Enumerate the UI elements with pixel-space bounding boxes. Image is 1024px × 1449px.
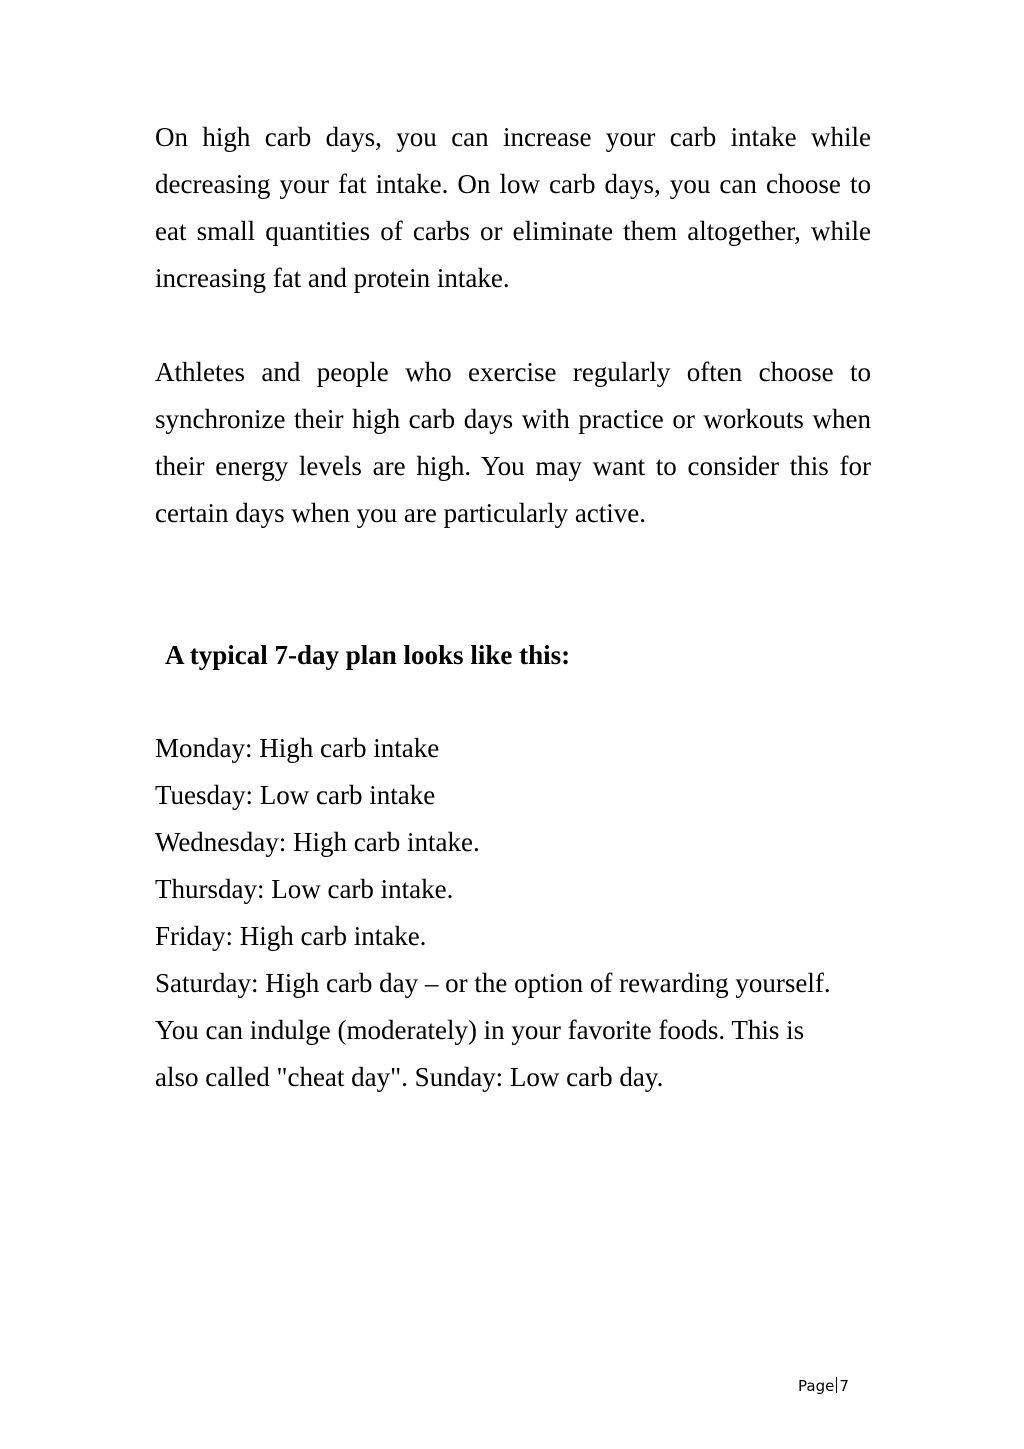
- page-number: 7: [839, 1377, 849, 1395]
- page-footer: [798, 1376, 849, 1396]
- plan-item-thursday: Thursday: Low carb intake.: [155, 874, 454, 904]
- weekly-plan-list: [155, 725, 845, 1101]
- plan-item-saturday-sunday: Saturday: High carb day – or the option of rewarding yourself. You can indulge (moderately) in your favorite foods. This is also called "cheat day". Sunday: Low carb day.: [155, 968, 831, 1092]
- page-separator: [836, 1377, 837, 1393]
- plan-item-tuesday: Tuesday: Low carb intake: [155, 780, 436, 810]
- plan-item-friday: Friday: High carb intake.: [155, 921, 427, 951]
- paragraph-athletes: Athletes and people who exercise regularly often choose to synchronize their high carb days with practice or workouts when their energy levels are high. You may want to consider this for certain days when you are particularly active.: [155, 357, 871, 528]
- plan-item-wednesday: Wednesday: High carb intake.: [155, 827, 480, 857]
- page-label: Page: [798, 1377, 835, 1395]
- plan-item-monday: Monday: High carb intake: [155, 733, 440, 763]
- plan-heading: A typical 7-day plan looks like this:: [165, 640, 571, 670]
- paragraph-carb-days: On high carb days, you can increase your carb intake while decreasing your fat intake. On low carb days, you can choose to eat small quantities of carbs or eliminate them altogether, while increasing fat and protein intake.: [155, 122, 871, 293]
